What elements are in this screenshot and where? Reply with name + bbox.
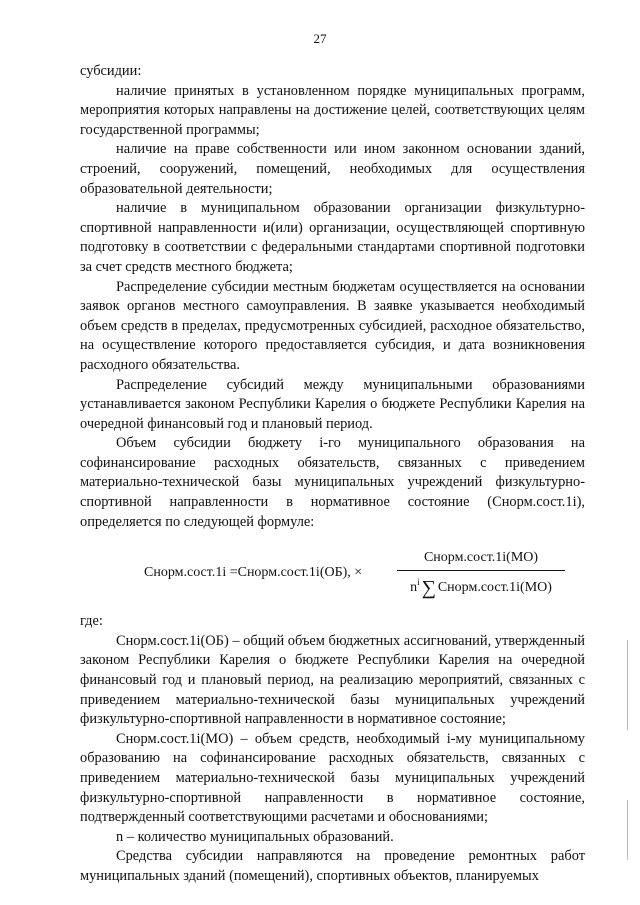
formula [80,544,585,598]
paragraph: Объем субсидии бюджету i-го муниципального образования на софинансирование расходных обязательств, связанных с приведением материально-технической базы муниципальных учреждений физкультурно-спортивной направленности в нормативное состояние (Снорм.сост.1i), определяется по следующей формуле: [80,435,585,530]
paragraph: субсидии: [80,63,142,79]
paragraph: где: [80,613,103,630]
document-body [80,62,585,887]
formula-left-side: Снорм.сост.1i =Снорм.сост.1i(ОБ), × [144,565,363,581]
paragraph: наличие принятых в установленном порядке муниципальных программ, мероприятия которых направлены на достижение целей, соответствующих целям государственной программы; [80,82,585,138]
denominator-n: n [410,579,418,595]
scan-edge-mark [627,800,628,860]
paragraph: Снорм.сост.1i(ОБ) – общий объем бюджетных ассигнований, утвержденный законом Республики Карелия о бюджете Республики Карелия на очередной финансовый год и плановый период, на реализацию мероприятий, связанных с приведением материально-технической базы муниципальных учреждений физкультурно-спортивной направленности в нормативное состояние; [80,632,585,728]
paragraph: Распределение субсидий между муниципальными образованиями устанавливается законом Республики Карелия о бюджете Республики Карелия на очередной финансовый год и плановый период. [80,376,585,432]
formula-numerator: Снорм.сост.1i(МО) [423,550,539,566]
paragraph: Распределение субсидии местным бюджетам осуществляется на основании заявок органов местного самоуправления. В заявке указывается необходимый объем средств в пределах, предусмотренных субсидией, расходное обязательство, на осуществление которого предоставляется субсидия, и дата возникновения расходного обязательства. [80,278,585,373]
paragraph: наличие в муниципальном образовании организации физкультурно-спортивной направленности и(или) организации, осуществляющей спортивную подготовку в соответствии с федеральными стандартами спортивной подготовки за счет средств местного бюджета; [80,200,585,275]
denominator-exponent: i [417,576,420,587]
formula-fraction [397,548,565,598]
sigma-icon: ∑ [421,576,436,599]
paragraph: Средства субсидии направляются на проведение ремонтных работ муниципальных зданий (помещений), спортивных объектов, планируемых [80,848,585,884]
paragraph: Снорм.сост.1i(МО) – объем средств, необходимый i-му муниципальному образованию на софинансирование расходных обязательств, связанных с приведением материально-технической базы муниципальных учреждений физкультурно-спортивной направленности в нормативное состояние, подтвержденный соответствующими расчетами и обоснованиями; [80,730,585,826]
scan-edge-mark [627,640,628,730]
paragraph: наличие на праве собственности или ином законном основании зданий, строений, сооружений, помещений, необходимых для осуществления образовательной деятельности; [80,141,585,197]
paragraph: n – количество муниципальных образований. [116,828,394,845]
formula-denominator [397,571,565,599]
denominator-term: Снорм.сост.1i(МО) [437,579,552,595]
page-number: 27 [313,31,327,46]
